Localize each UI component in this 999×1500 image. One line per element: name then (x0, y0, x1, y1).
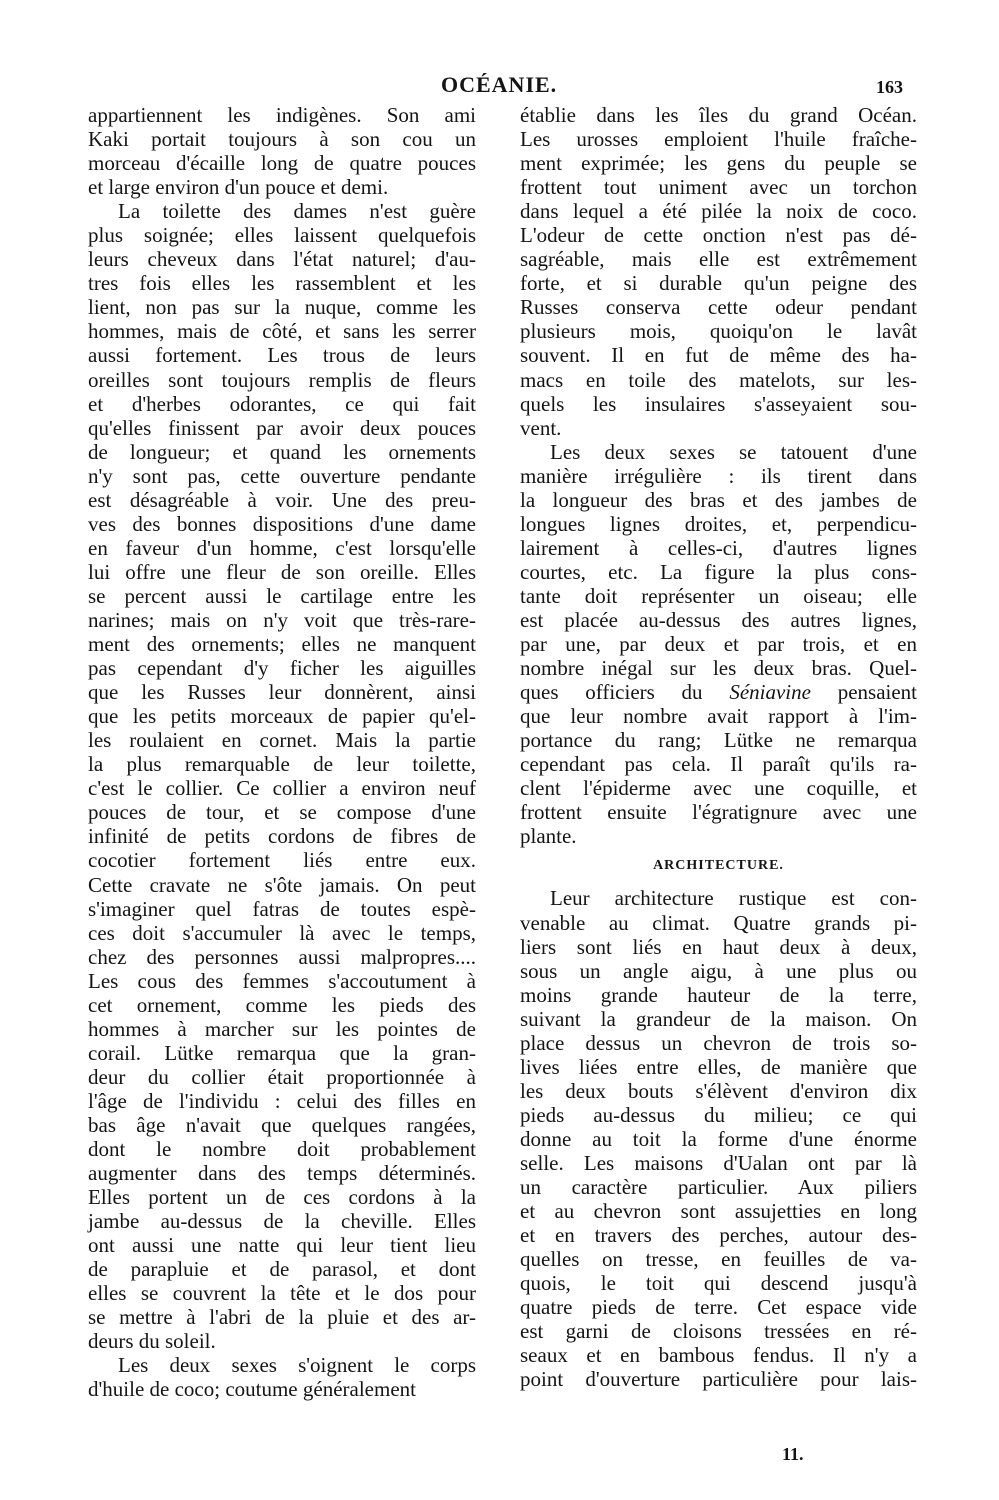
section-heading: ARCHITECTURE. (653, 858, 784, 874)
text-line: n'y sont pas, cette ouverture pendante (88, 463, 476, 488)
text-line: infinité de petits cordons de fibres de (88, 824, 476, 849)
text-line: lui offre une fleur de son oreille. Elles (88, 559, 476, 584)
text-line: quatre pieds de terre. Cet espace vide (520, 1295, 917, 1320)
text-line: les deux bouts s'élèvent d'environ dix (520, 1078, 917, 1103)
text-line: dont le nombre doit probablement (88, 1137, 476, 1162)
text-line: que leur nombre avait rapport à l'im- (520, 704, 917, 729)
text-line: place dessus un chevron de trois so- (520, 1030, 917, 1055)
text-line: sous un angle aigu, à une plus ou (520, 958, 917, 983)
text-line: cependant pas cela. Il paraît qu'ils ra- (520, 752, 917, 777)
text-line: point d'ouverture particulière pour lais- (520, 1367, 917, 1392)
text-line: la plus remarquable de leur toilette, (88, 752, 476, 777)
text-line: se percent aussi le cartilage entre les (88, 583, 476, 608)
text-line: morceau d'écaille long de quatre pouces (88, 151, 476, 176)
text-line: appartiennent les indigènes. Son ami (88, 103, 476, 127)
text-line: quels les insulaires s'asseyaient sou- (520, 391, 917, 416)
text-line: jambe au-dessus de la cheville. Elles (88, 1209, 476, 1234)
page-number: 163 (876, 77, 903, 97)
text-line: se mettre à l'abri de la pluie et des ar- (88, 1305, 476, 1330)
text-line: leurs cheveux dans l'état naturel; d'au- (88, 247, 476, 272)
text-line: sagréable, mais elle est extrêmement (520, 247, 917, 272)
text-line: seaux et en bambous fendus. Il n'y a (520, 1343, 917, 1368)
text-line: et d'herbes odorantes, ce qui fait (88, 391, 476, 416)
text-line: La toilette des dames n'est guère (118, 199, 476, 224)
text-line: plus soignée; elles laissent quelquefois (88, 223, 476, 248)
text-line: ves des bonnes dispositions d'une dame (88, 511, 476, 536)
text-line: est désagréable à voir. Une des preu- (88, 487, 476, 512)
text-line: hommes, mais de côté, et sans les serrer (88, 319, 476, 344)
text-line: et en travers des perches, autour des- (520, 1223, 917, 1248)
text-line: nombre inégal sur les deux bras. Quel- (520, 656, 917, 681)
text-line: frottent tout uniment avec un torchon (520, 175, 917, 200)
text-line: lives liées entre elles, de manière que (520, 1054, 917, 1079)
text-line: deur du collier était proportionnée à (88, 1064, 476, 1089)
text-line (520, 680, 917, 704)
text-line: Russes conserva cette odeur pendant (520, 295, 917, 320)
text-line: deurs du soleil. (88, 1329, 216, 1354)
text-line: longues lignes droites, et, perpendicu- (520, 511, 917, 536)
text-line: elles se couvrent la tête et le dos pour (88, 1281, 476, 1306)
text-line: chez des personnes aussi malpropres.... (88, 944, 476, 969)
text-line: plusieurs mois, quoiqu'on le lavât (520, 319, 917, 344)
text-line: lient, non pas sur la nuque, comme les (88, 295, 476, 320)
text-line: en faveur d'un homme, c'est lorsqu'elle (88, 535, 476, 560)
ship-name-italic: Séniavine (729, 680, 811, 705)
text-line: macs en toile des matelots, sur les- (520, 367, 917, 392)
printer-signature-mark: 11. (782, 1444, 804, 1464)
text-line: établie dans les îles du grand Océan. (520, 103, 917, 127)
text-line: hommes à marcher sur les pointes de (88, 1016, 476, 1041)
text-line: de longueur; et quand les ornements (88, 439, 476, 464)
right-text-column (520, 103, 917, 1391)
text-line: moins grande hauteur de la terre, (520, 982, 917, 1007)
text-line: venable au climat. Quatre grands pi- (520, 910, 917, 935)
text-line: Les deux sexes s'oignent le corps (118, 1353, 476, 1378)
text-line: donne au toit la forme d'une énorme (520, 1126, 917, 1151)
text-line: qu'elles finissent par avoir deux pouces (88, 415, 476, 440)
text-line: selle. Les maisons d'Ualan ont par là (520, 1150, 917, 1175)
text-fragment: pensaient (810, 680, 917, 705)
text-line: les roulaient en cornet. Mais la partie (88, 728, 476, 753)
text-line: s'imaginer quel fatras de toutes espè- (88, 896, 476, 921)
text-line: que les petits morceaux de papier qu'el- (88, 704, 476, 729)
text-line: un caractère particulier. Aux piliers (520, 1175, 917, 1200)
text-line: L'odeur de cette onction n'est pas dé- (520, 223, 917, 248)
text-line: souvent. Il en fut de même des ha- (520, 343, 917, 368)
text-line: Les deux sexes se tatouent d'une (550, 439, 917, 464)
text-line: cet ornement, comme les pieds des (88, 992, 476, 1017)
text-fragment: ques officiers du (520, 680, 703, 705)
text-line: Les cous des femmes s'accoutument à (88, 968, 476, 993)
text-line: manière irrégulière : ils tirent dans (520, 463, 917, 488)
running-title: OCÉANIE. (441, 72, 558, 97)
text-line: corail. Lütke remarqua que la gran- (88, 1040, 476, 1065)
text-line: quelles on tresse, en feuilles de va- (520, 1247, 917, 1272)
text-line: augmenter dans des temps déterminés. (88, 1161, 476, 1186)
text-line: pas cependant d'y ficher les aiguilles (88, 656, 476, 681)
text-line: Elles portent un de ces cordons à la (88, 1185, 476, 1210)
text-line: par une, par deux et par trois, et en (520, 632, 917, 657)
text-line: quois, le toit qui descend jusqu'à (520, 1271, 917, 1296)
text-line: est placée au-dessus des autres lignes, (520, 607, 917, 632)
text-line: et au chevron sont assujetties en long (520, 1199, 917, 1224)
text-line: et large environ d'un pouce et demi. (88, 175, 389, 200)
text-line: narines; mais on n'y voit que très-rare- (88, 607, 476, 632)
text-line: tres fois elles les rassemblent et les (88, 271, 476, 296)
text-line: ces doit s'accumuler là avec le temps, (88, 920, 476, 945)
text-line: cocotier fortement liés entre eux. (88, 848, 476, 873)
text-line: portance du rang; Lütke ne remarqua (520, 728, 917, 753)
text-line: ment des ornements; elles ne manquent (88, 632, 476, 657)
text-line: la longueur des bras et des jambes de (520, 487, 917, 512)
text-line: lairement à celles-ci, d'autres lignes (520, 535, 917, 560)
text-line: tante doit représenter un oiseau; elle (520, 583, 917, 608)
text-line: ont aussi une natte qui leur tient lieu (88, 1233, 476, 1258)
text-line: l'âge de l'individu : celui des filles en (88, 1088, 476, 1113)
text-line: ment exprimée; les gens du peuple se (520, 151, 917, 176)
text-line: pouces de tour, et se compose d'une (88, 800, 476, 825)
text-line: c'est le collier. Ce collier a environ neuf (88, 776, 476, 801)
text-line: frottent ensuite l'égratignure avec une (520, 800, 917, 825)
text-line: courtes, etc. La figure la plus cons- (520, 559, 917, 584)
text-line: que les Russes leur donnèrent, ainsi (88, 680, 476, 705)
text-line: Les urosses emploient l'huile fraîche- (520, 127, 917, 152)
text-line: forte, et si durable qu'un peigne des (520, 271, 917, 296)
text-line: suivant la grandeur de la maison. On (520, 1006, 917, 1031)
text-line: Cette cravate ne s'ôte jamais. On peut (88, 872, 476, 897)
text-line: oreilles sont toujours remplis de fleurs (88, 367, 476, 392)
text-line: Leur architecture rustique est con- (550, 886, 917, 911)
text-line: clent l'épiderme avec une coquille, et (520, 776, 917, 801)
text-line: dans lequel a été pilée la noix de coco. (520, 199, 917, 224)
text-line: pieds au-dessus du milieu; ce qui (520, 1102, 917, 1127)
text-line: plante. (520, 824, 577, 849)
text-line: est garni de cloisons tressées en ré- (520, 1319, 917, 1344)
text-line: vent. (520, 415, 562, 440)
text-line: d'huile de coco; coutume généralement (88, 1377, 416, 1402)
text-line: bas âge n'avait que quelques rangées, (88, 1112, 476, 1137)
text-line: aussi fortement. Les trous de leurs (88, 343, 476, 368)
text-line: liers sont liés en haut deux à deux, (520, 934, 917, 959)
text-line: de parapluie et de parasol, et dont (88, 1257, 476, 1282)
text-line: Kaki portait toujours à son cou un (88, 127, 476, 152)
left-text-column (88, 103, 476, 1402)
